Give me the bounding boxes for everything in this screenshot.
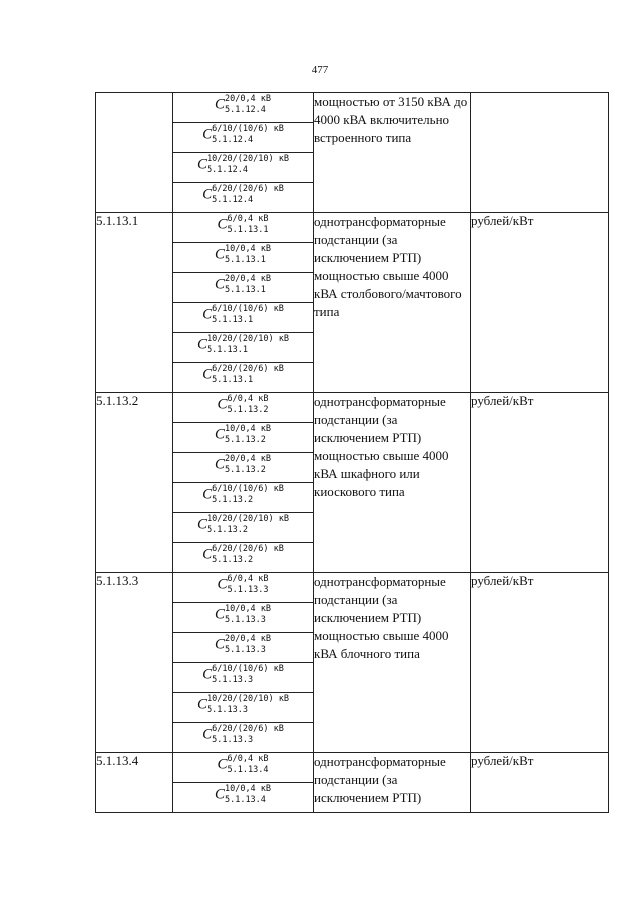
symbol-letter: C — [202, 126, 213, 143]
symbol-superscript: 10/20/(20/10) кВ — [207, 514, 289, 524]
symbol-subscript: 5.1.13.3 — [227, 585, 269, 595]
item-code: 5.1.13.3 — [96, 573, 173, 753]
table-row — [96, 213, 609, 243]
rate-symbol — [173, 633, 314, 663]
symbol-letter: C — [214, 426, 225, 443]
symbol-letter: C — [217, 756, 228, 773]
rate-symbol — [173, 453, 314, 483]
symbol-subscript: 5.1.13.3 — [224, 645, 266, 655]
symbol-superscript: 10/0,4 кВ — [224, 244, 272, 254]
rate-symbol — [173, 243, 314, 273]
symbol-letter: C — [202, 546, 213, 563]
rate-symbol — [173, 513, 314, 543]
symbol-letter: C — [214, 96, 225, 113]
symbol-letter: C — [214, 606, 225, 623]
symbol-letter: C — [217, 216, 228, 233]
rate-symbol — [173, 483, 314, 513]
rate-symbol — [173, 663, 314, 693]
symbol-subscript: 5.1.13.2 — [224, 435, 266, 445]
item-unit: рублей/кВт — [471, 393, 609, 573]
symbol-subscript: 5.1.13.2 — [227, 405, 269, 415]
symbol-subscript: 5.1.13.2 — [212, 495, 254, 505]
symbol-subscript: 5.1.13.1 — [224, 255, 266, 265]
symbol-superscript: 6/0,4 кВ — [227, 574, 269, 584]
symbol-superscript: 6/10/(10/6) кВ — [212, 664, 284, 674]
symbol-letter: C — [197, 336, 208, 353]
symbol-subscript: 5.1.12.4 — [212, 195, 254, 205]
symbol-superscript: 6/20/(20/6) кВ — [212, 184, 284, 194]
table-row — [96, 753, 609, 783]
symbol-subscript: 5.1.13.1 — [212, 375, 254, 385]
rate-symbol — [173, 333, 314, 363]
symbol-letter: C — [214, 456, 225, 473]
rate-symbol — [173, 153, 314, 183]
symbol-superscript: 6/10/(10/6) кВ — [212, 304, 284, 314]
symbol-subscript: 5.1.13.2 — [224, 465, 266, 475]
symbol-subscript: 5.1.12.4 — [207, 165, 249, 175]
symbol-superscript: 10/0,4 кВ — [224, 784, 272, 794]
rate-symbol — [173, 693, 314, 723]
rate-symbol — [173, 303, 314, 333]
item-description: однотрансформаторные подстанции (за исключением РТП) — [314, 753, 471, 813]
rate-symbol — [173, 363, 314, 393]
symbol-superscript: 6/0,4 кВ — [227, 214, 269, 224]
symbol-subscript: 5.1.13.2 — [207, 525, 249, 535]
item-unit: рублей/кВт — [471, 753, 609, 813]
symbol-superscript: 10/0,4 кВ — [224, 604, 272, 614]
rate-symbol — [173, 123, 314, 153]
symbol-superscript: 10/20/(20/10) кВ — [207, 334, 289, 344]
symbol-letter: C — [214, 246, 225, 263]
rate-symbol — [173, 213, 314, 243]
item-code: 5.1.13.2 — [96, 393, 173, 573]
symbol-letter: C — [214, 636, 225, 653]
rate-symbol — [173, 393, 314, 423]
item-code: 5.1.13.1 — [96, 213, 173, 393]
item-description: мощностью от 3150 кВА до 4000 кВА включительно встроенного типа — [314, 93, 471, 213]
symbol-subscript: 5.1.12.4 — [224, 105, 266, 115]
item-description: однотрансформаторные подстанции (за исключением РТП) мощностью свыше 4000 кВА столбового/мачтового типа — [314, 213, 471, 393]
symbol-letter: C — [202, 726, 213, 743]
symbol-letter: C — [202, 306, 213, 323]
symbol-superscript: 6/10/(10/6) кВ — [212, 124, 284, 134]
symbol-subscript: 5.1.13.1 — [227, 225, 269, 235]
item-description: однотрансформаторные подстанции (за исключением РТП) мощностью свыше 4000 кВА блочного типа — [314, 573, 471, 753]
symbol-superscript: 20/0,4 кВ — [224, 94, 272, 104]
rate-symbol — [173, 93, 314, 123]
rate-symbol — [173, 273, 314, 303]
item-description: однотрансформаторные подстанции (за исключением РТП) мощностью свыше 4000 кВА шкафного или киоскового типа — [314, 393, 471, 573]
symbol-subscript: 5.1.13.3 — [207, 705, 249, 715]
symbol-superscript: 20/0,4 кВ — [224, 454, 272, 464]
table-row — [96, 393, 609, 423]
rate-symbol — [173, 603, 314, 633]
symbol-letter: C — [214, 786, 225, 803]
symbol-subscript: 5.1.13.3 — [212, 735, 254, 745]
item-unit — [471, 93, 609, 213]
symbol-subscript: 5.1.13.1 — [212, 315, 254, 325]
symbol-letter: C — [217, 396, 228, 413]
rate-symbol — [173, 723, 314, 753]
table-row — [96, 573, 609, 603]
symbol-subscript: 5.1.13.4 — [227, 765, 269, 775]
symbol-letter: C — [217, 576, 228, 593]
item-code — [96, 93, 173, 213]
item-code: 5.1.13.4 — [96, 753, 173, 813]
symbol-superscript: 10/20/(20/10) кВ — [207, 154, 289, 164]
symbol-letter: C — [202, 486, 213, 503]
rate-symbol — [173, 543, 314, 573]
rate-symbol — [173, 783, 314, 813]
symbol-subscript: 5.1.12.4 — [212, 135, 254, 145]
symbol-subscript: 5.1.13.1 — [224, 285, 266, 295]
rate-symbol — [173, 183, 314, 213]
symbol-subscript: 5.1.13.4 — [224, 795, 266, 805]
symbol-subscript: 5.1.13.3 — [224, 615, 266, 625]
symbol-letter: C — [197, 156, 208, 173]
rate-symbol — [173, 423, 314, 453]
item-unit: рублей/кВт — [471, 573, 609, 753]
item-unit: рублей/кВт — [471, 213, 609, 393]
table-row — [96, 93, 609, 123]
symbol-superscript: 10/20/(20/10) кВ — [207, 694, 289, 704]
symbol-superscript: 20/0,4 кВ — [224, 274, 272, 284]
symbol-letter: C — [202, 186, 213, 203]
symbol-superscript: 6/20/(20/6) кВ — [212, 544, 284, 554]
symbol-superscript: 6/20/(20/6) кВ — [212, 364, 284, 374]
symbol-letter: C — [214, 276, 225, 293]
symbol-superscript: 6/0,4 кВ — [227, 754, 269, 764]
symbol-subscript: 5.1.13.2 — [212, 555, 254, 565]
symbol-letter: C — [197, 516, 208, 533]
rate-symbol — [173, 753, 314, 783]
symbol-superscript: 6/10/(10/6) кВ — [212, 484, 284, 494]
rate-symbol — [173, 573, 314, 603]
tariff-table — [95, 92, 609, 813]
symbol-superscript: 10/0,4 кВ — [224, 424, 272, 434]
symbol-letter: C — [202, 366, 213, 383]
symbol-subscript: 5.1.13.3 — [212, 675, 254, 685]
symbol-superscript: 20/0,4 кВ — [224, 634, 272, 644]
symbol-letter: C — [202, 666, 213, 683]
symbol-letter: C — [197, 696, 208, 713]
page-number: 477 — [311, 64, 329, 76]
symbol-superscript: 6/0,4 кВ — [227, 394, 269, 404]
symbol-superscript: 6/20/(20/6) кВ — [212, 724, 284, 734]
symbol-subscript: 5.1.13.1 — [207, 345, 249, 355]
